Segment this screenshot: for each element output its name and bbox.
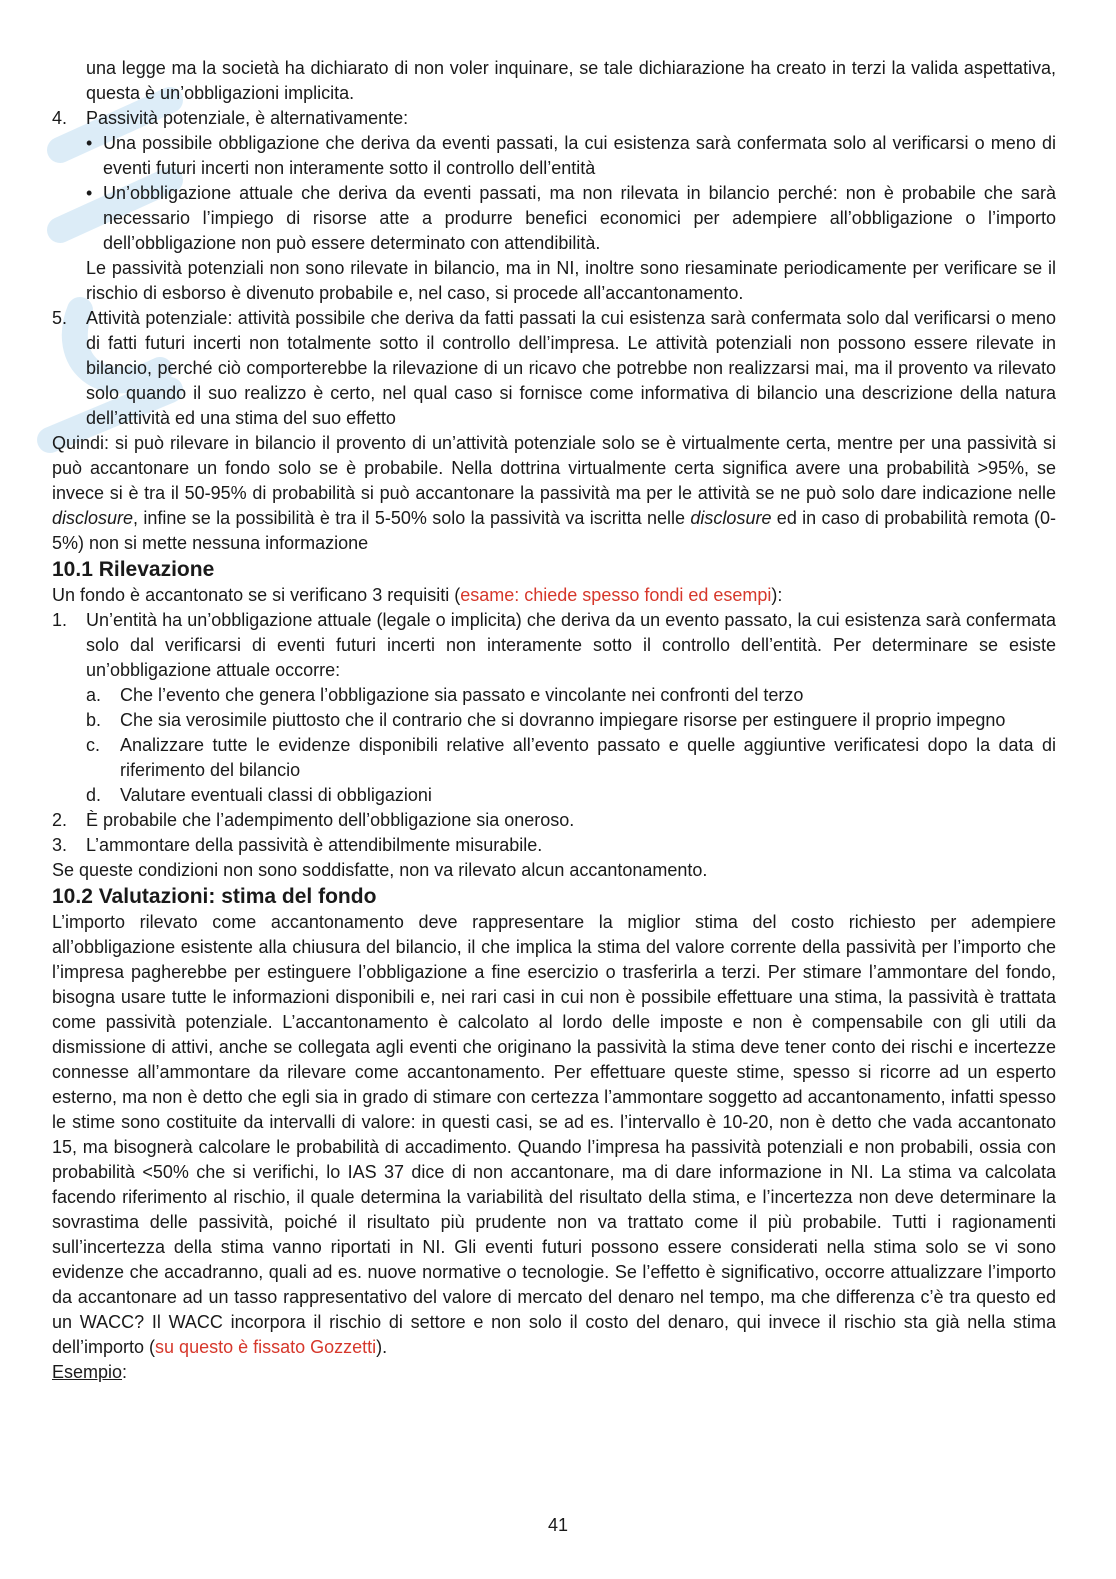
emphasis-term: disclosure [52, 508, 134, 528]
body-text: ). [376, 1337, 388, 1357]
sub-item [52, 708, 1056, 733]
bullet-text: Una possibile obbligazione che deriva da eventi passati, la cui esistenza sarà confermata solo al verificarsi o meno di eventi futuri incerti non interamente sotto il controllo dell’entità [103, 133, 1056, 178]
emphasis-term: disclosure [690, 508, 772, 528]
section-heading-10-2: 10.2 Valutazioni: stima del fondo [52, 885, 377, 908]
sub-item [52, 733, 1056, 783]
professor-note: su questo è fissato Gozzetti [155, 1337, 377, 1357]
sub-letter: d. [86, 785, 102, 805]
sub-item [52, 783, 1056, 808]
list-item-5 [52, 306, 1056, 431]
sub-letter: b. [86, 710, 102, 730]
bullet-item [52, 181, 1056, 256]
section-10-1-intro [52, 583, 1056, 608]
requirement-text: L’ammontare della passività è attendibilmente misurabile. [86, 835, 543, 855]
section-heading-10-1: 10.1 Rilevazione [52, 558, 215, 581]
requirement-text: È probabile che l’adempimento dell’obbligazione sia oneroso. [86, 810, 575, 830]
intro-text-a: una legge ma la società ha dichiarato di non voler inquinare, se tale dichiarazione ha creato in terzi la valida aspettativa, questa è un’ [86, 58, 1056, 103]
summary-paragraph [52, 431, 1056, 556]
bullet-dot-icon: • [86, 183, 93, 203]
example-colon: : [122, 1362, 128, 1382]
section-10-1-conclusion: Se queste condizioni non sono soddisfatte, non va rilevato alcun accantonamento. [52, 860, 708, 880]
list-number: 4. [52, 108, 68, 128]
sub-text: Analizzare tutte le evidenze disponibili relative all’evento passato e quelle aggiuntive verificatesi dopo la data di riferimento del bilancio [120, 735, 1056, 780]
example-label: Esempio [52, 1362, 123, 1382]
summary-text: Quindi: si può rilevare in bilancio il provento di un’attività potenziale solo se è virtualmente certa, mentre per una passività si può accantonare un fondo solo se è probabile. Nella dottrina virtualmente certa significa avere una probabilità >95%, se invece si è tra il 50-95% di probabilità si può accantonare la passività ma per le attività se ne può solo dare indicazione nelle [52, 433, 1056, 503]
requirement-2 [52, 808, 1056, 833]
list-number: 3. [52, 835, 68, 855]
item5-text: Attività potenziale: attività possibile che deriva da fatti passati la cui esistenza sarà confermata solo dal verificarsi o meno di fatti futuri incerti non totalmente sotto il controllo dell’impresa. Le attività potenziali non possono essere rilevate in bilancio, perché ciò comporterebbe la rilevazione di un ricavo che potrebbe non realizzarsi mai, ma il provento va rilevato solo quando il suo realizzo è certo, nel qual caso si fornisce come informativa di bilancio una descrizione della natura dell’attività ed una stima del suo effetto [86, 308, 1056, 428]
example-line [52, 1360, 1056, 1385]
sub-item [52, 683, 1056, 708]
requirement-text: Un’entità ha un’obbligazione attuale (legale o implicita) che deriva da un evento passato, la cui esistenza sarà confermata solo dal verificarsi di eventi futuri incerti non interamente sotto il controllo dell’entità. Per determinare se esiste un’obbligazione attuale occorre: [86, 610, 1056, 680]
body-text: L’importo rilevato come accantonamento deve rappresentare la miglior stima del costo richiesto per adempiere all’obbligazione esistente alla chiusura del bilancio, il che implica la stima del valore corrente della passività per l’importo che l’impresa pagherebbe per estinguere l’obbligazione a fine esercizio o trasferirla a terzi. Per stimare l’ammontare del fondo, bisogna usare tutte le informazioni disponibili e, nei rari casi in cui non è possibile effettuare una stima, la passività è trattata come passività potenziale. L’accantonamento è calcolato al lordo delle imposte e non è compensabile con gli utili da dismissione di attivi, anche se collegata agli eventi che originano la passività la stima deve tener conto dei rischi e incertezze connesse all’ammontare da rilevare come accantonamento. Per effettuare queste stime, spesso si ricorre ad un esperto esterno, ma non è detto che egli sia in grado di stimare con certezza l’ammontare soggetto ad accantonamento, infatti spesso le stime sono costituite da intervalli di valore: in questi casi, se ad es. l’intervallo è 10-20, non è detto che vada accantonato 15, ma bisognerà calcolare le probabilità di accadimento. Quando l’impresa ha passività potenziali e non probabili, ossia con probabilità <50% che si verifichi, lo IAS 37 dice di non accantonare, ma di dare informazione in NI. La stima va calcolata facendo riferimento al rischio, il quale determina la variabilità del risultato della stima, e l’incertezza non deve determinare la sovrastima delle passività, poiché il risultato più prudente non va trattato come il più probabile. Tutti i ragionamenti sull’incertezza della stima vanno riportati in NI. Gli eventi futuri possono essere considerati nella stima solo se vi sono evidenze che accadranno, quali ad es. nuove normative o tecnologie. Se l’effetto è significativo, occorre attualizzare l’importo da accantonare ad un tasso rappresentativo del valore di mercato del denaro nel tempo, ma che differenza c’è tra questo ed un WACC? Il WACC incorpora il rischio di settore e non solo il costo del denaro, qui invece il rischio sta già nella stima dell’importo ( [52, 912, 1056, 1357]
section-10-2-body [52, 910, 1056, 1360]
requirement-3 [52, 833, 1056, 858]
sub-text: Valutare eventuali classi di obbligazioni [120, 785, 432, 805]
sub-letter: a. [86, 685, 102, 705]
item4-title: Passività potenziale, è alternativamente: [86, 108, 409, 128]
list-number: 5. [52, 308, 68, 328]
bullet-item [52, 131, 1056, 181]
sub-text: Che l’evento che genera l’obbligazione sia passato e vincolante nei confronti del terzo [120, 685, 804, 705]
intro-continuation [52, 56, 1056, 106]
list-item-4 [52, 106, 1056, 131]
intro-text-b: obbligazioni implicita. [184, 83, 355, 103]
document-page [52, 56, 1056, 1385]
sub-letter: c. [86, 735, 101, 755]
list-number: 1. [52, 610, 68, 630]
exam-note: esame: chiede spesso fondi ed esempi [460, 585, 772, 605]
summary-text: ed in caso di probabilità remota (0-5%) non si mette nessuna informazione [52, 508, 1056, 553]
bullet-dot-icon: • [86, 133, 93, 153]
intro-text: ): [771, 585, 783, 605]
list-number: 2. [52, 810, 68, 830]
summary-text: , infine se la possibilità è tra il 5-50% solo la passività va iscritta nelle [133, 508, 691, 528]
sub-text: Che sia verosimile piuttosto che il contrario che si dovranno impiegare risorse per estinguere il proprio impegno [120, 710, 1006, 730]
requirement-1 [52, 608, 1056, 683]
bullet-text: Un’obbligazione attuale che deriva da eventi passati, ma non rilevata in bilancio perché: non è probabile che sarà necessario l’impiego di risorse atte a produrre benefici economici per adempiere all’obbligazione o l’importo dell’obbligazione non può essere determinato con attendibilità. [103, 183, 1056, 253]
item4-note: Le passività potenziali non sono rilevate in bilancio, ma in NI, inoltre sono riesaminate periodicamente per verificare se il rischio di esborso è divenuto probabile e, nel caso, si procede all’accantonamento. [86, 258, 1056, 303]
intro-text: Un fondo è accantonato se si verificano 3 requisiti ( [52, 585, 461, 605]
page-number: 41 [547, 1515, 569, 1535]
